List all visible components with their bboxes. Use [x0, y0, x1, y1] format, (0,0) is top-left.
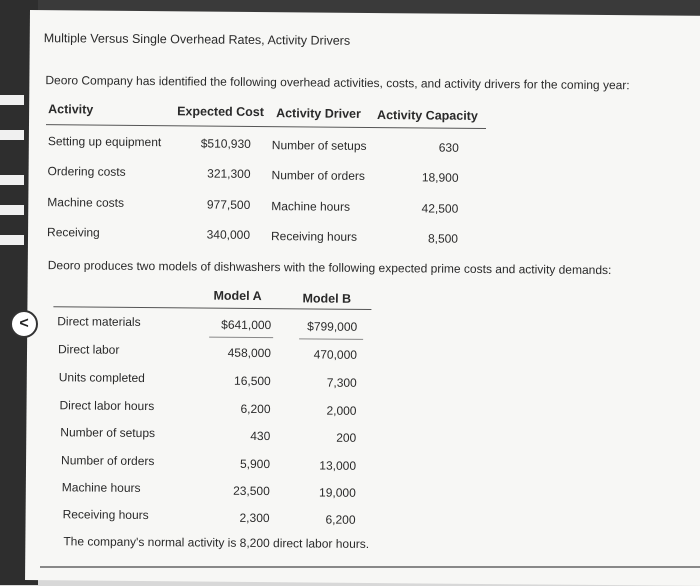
activity-row-4-name: Receiving — [47, 225, 100, 240]
model-row-5-label: Number of setups — [60, 425, 156, 441]
activity-row-2-driver: Number of orders — [271, 168, 366, 183]
activity-row-1-driver: Number of setups — [271, 138, 367, 153]
back-button[interactable] — [10, 310, 38, 338]
model-row-2-label: Direct labor — [57, 342, 120, 357]
intro-text: Deoro Company has identified the following overhead activities, costs, and activity drivers for the coming year: — [45, 73, 630, 93]
header-underline — [46, 124, 486, 129]
model-row-7-label: Machine hours — [61, 480, 141, 495]
activity-row-4-cost: 340,000 — [206, 227, 251, 242]
model-row-6-a: 5,900 — [239, 456, 271, 472]
col-header-activity: Activity — [48, 102, 94, 117]
model-row-1-b: $799,000 — [307, 319, 358, 334]
model-row-4-a: 6,200 — [240, 401, 271, 417]
model-row-7-a: 23,500 — [233, 483, 270, 499]
col-header-model-b: Model B — [302, 291, 352, 306]
col-header-activity-capacity: Activity Capacity — [377, 108, 478, 123]
activity-row-2-cost: 321,300 — [207, 166, 251, 181]
activity-row-2-name: Ordering costs — [47, 164, 126, 179]
model-row-3-label: Units completed — [58, 370, 145, 386]
model-row-8-label: Receiving hours — [62, 507, 149, 523]
col-header-expected-cost: Expected Cost — [177, 104, 265, 120]
model-row-1-a-underline — [209, 337, 273, 339]
footer-text: The company's normal activity is 8,200 direct labor hours. — [63, 534, 370, 551]
model-row-6-label: Number of orders — [61, 453, 155, 469]
model-row-5-b: 200 — [336, 430, 357, 445]
model-row-1-a: $641,000 — [221, 317, 272, 333]
model-row-5-a: 430 — [250, 428, 271, 444]
model-header-underline — [53, 306, 371, 310]
activity-row-4-capacity: 8,500 — [427, 231, 459, 246]
bottom-divider — [40, 566, 700, 568]
model-row-3-a: 16,500 — [234, 373, 271, 389]
activity-row-3-name: Machine costs — [47, 195, 125, 210]
model-row-8-a: 2,300 — [239, 510, 270, 526]
model-row-3-b: 7,300 — [326, 375, 357, 390]
activity-row-1-cost: $510,930 — [200, 136, 251, 151]
models-intro-text: Deoro produces two models of dishwashers with the following expected prime costs and activity demands: — [47, 258, 612, 278]
activity-row-3-cost: 977,500 — [206, 197, 251, 212]
activity-row-4-driver: Receiving hours — [270, 229, 358, 244]
col-header-model-a: Model A — [213, 288, 262, 304]
activity-row-1-capacity: 630 — [438, 140, 459, 155]
col-header-activity-driver: Activity Driver — [276, 106, 361, 121]
activity-row-2-capacity: 18,900 — [421, 170, 459, 185]
model-row-1-b-underline — [299, 338, 363, 340]
document-page — [25, 10, 700, 586]
model-row-1-label: Direct materials — [57, 314, 141, 329]
activity-row-1-name: Setting up equipment — [47, 134, 162, 150]
model-row-8-b: 6,200 — [325, 512, 356, 527]
model-row-2-b: 470,000 — [313, 347, 358, 362]
page-title: Multiple Versus Single Overhead Rates, Activity Drivers — [43, 31, 351, 48]
chevron-left-icon: < — [19, 315, 29, 332]
model-row-4-b: 2,000 — [326, 403, 357, 418]
model-row-2-a: 458,000 — [227, 345, 272, 361]
model-row-4-label: Direct labor hours — [59, 398, 155, 414]
activity-row-3-capacity: 42,500 — [421, 201, 459, 216]
model-row-7-b: 19,000 — [319, 485, 356, 500]
model-row-6-b: 13,000 — [319, 458, 357, 473]
activity-row-3-driver: Machine hours — [271, 199, 351, 214]
